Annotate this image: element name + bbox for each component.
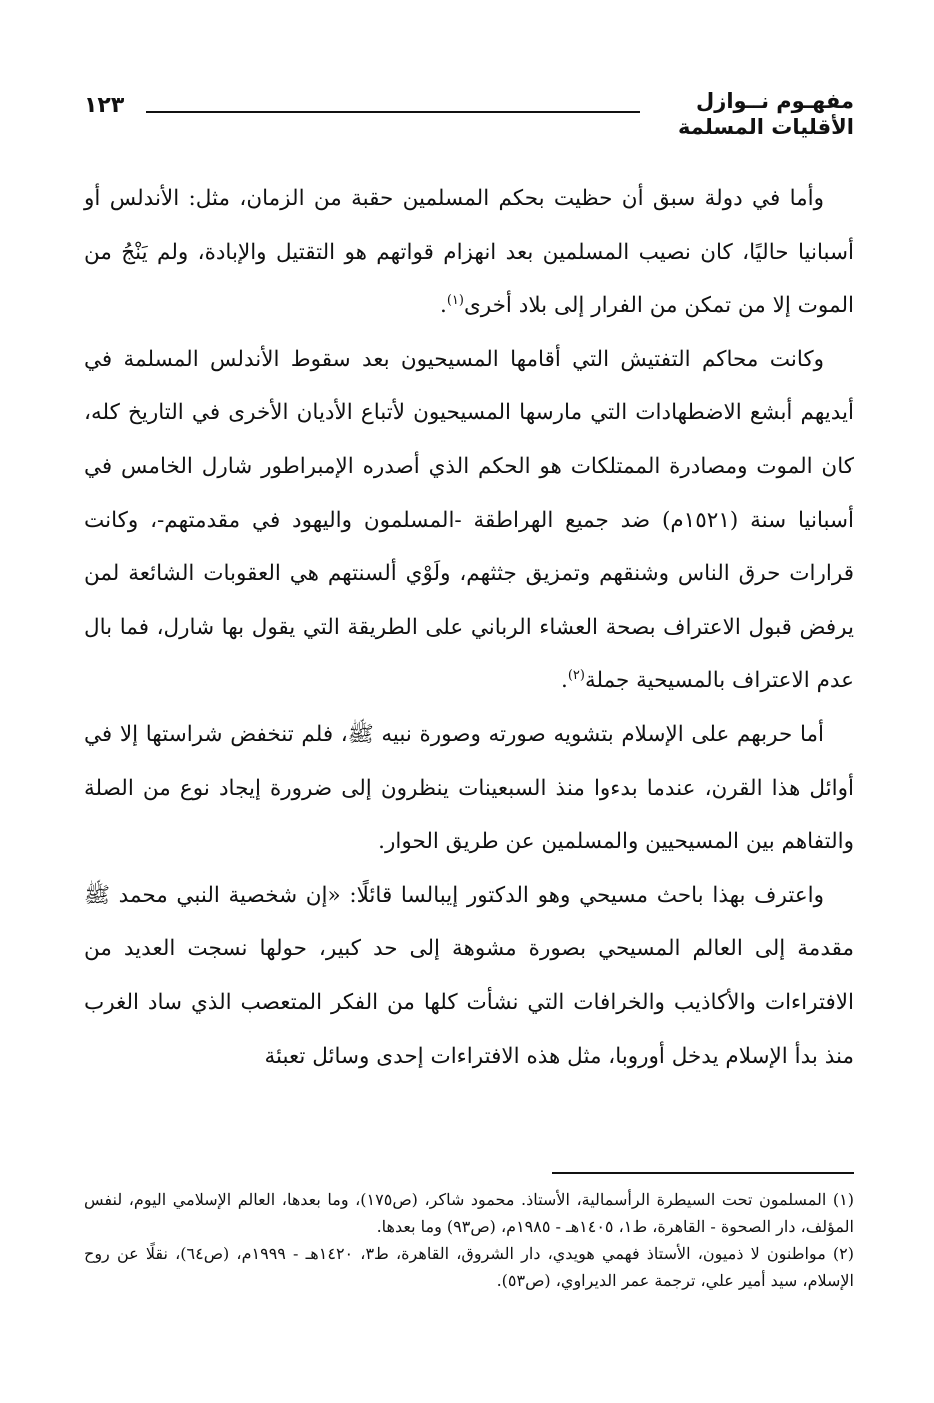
paragraph-end: . <box>560 668 568 694</box>
paragraph-end: . <box>439 293 447 319</box>
header-title-line-2: الأقليات المسلمة <box>678 115 854 139</box>
paragraph-3 <box>84 708 854 869</box>
paragraph-text: وأما في دولة سبق أن حظيت بحكم المسلمين حقبة من الزمان، مثل: الأندلس أو أسبانيا حاليًا، كان نصيب المسلمين بعد انهزام قواتهم هو التقتيل والإبادة، ولم يَنْجُ من الموت إلا من تمكن من الفرار إلى بلاد أخرى <box>84 186 854 319</box>
page-number: ١٢٣ <box>84 93 125 118</box>
running-header <box>84 88 854 148</box>
footnotes <box>84 1186 854 1294</box>
paragraph-text: وكانت محاكم التفتيش التي أقامها المسيحيون بعد سقوط الأندلس المسلمة في أيديهم أبشع الاضطهادات التي مارسها المسيحيون لأتباع الأديان الأخرى في التاريخ كله، كان الموت ومصادرة الممتلكات هو الحكم الذي أصدره الإمبراطور شارل الخامس في أسبانيا سنة (١٥٢١م) ضد جميع الهراطقة -المسلمون واليهود في مقدمتهم-، وكانت قرارات حرق الناس وشنقهم وتمزيق جثثهم، ولَوْي ألسنتهم هي العقوبات الشائعة لمن يرفض قبول الاعتراف بصحة العشاء الرباني على الطريقة التي يقول بها شارل، فما بال عدم الاعتراف بالمسيحية جملة <box>84 346 854 694</box>
header-title-line-1: مفهـوم نــوازل <box>696 89 854 113</box>
paragraph-text: أما حربهم على الإسلام بتشويه صورته وصورة نبيه ﷺ، فلم تنخفض شراستها إلا في أوائل هذا القرن، عندما بدءوا منذ السبعينات ينظرون إلى ضرورة إيجاد نوع من الصلة والتفاهم بين المسيحيين والمسلمين عن طريق الحوار. <box>84 721 854 855</box>
footnote-reference: (١) <box>446 293 464 309</box>
paragraph-1 <box>84 172 854 333</box>
header-rule <box>146 111 640 113</box>
paragraph-text: واعترف بهذا باحث مسيحي وهو الدكتور إيبالسا قائلًا: «إن شخصية النبي محمد ﷺ مقدمة إلى العالم المسيحي بصورة مشوهة إلى حد كبير، حولها نسجت العديد من الافتراءات والأكاذيب والخرافات التي نشأت كلها من الفكر المتعصب الذي ساد الغرب منذ بدأ الإسلام يدخل أوروبا، مثل هذه الافتراءات إحدى وسائل تعبئة <box>84 882 854 1069</box>
paragraph-2 <box>84 333 854 708</box>
body-text <box>84 172 854 1083</box>
footnote-2: (٢) مواطنون لا ذميون، الأستاذ فهمي هويدي، دار الشروق، القاهرة، ط٣، ١٤٢٠هـ - ١٩٩٩م، (ص٦٤)، نقلًا عن روح الإسلام، سيد أمير علي، ترجمة عمر الديراوي، (ص٥٣). <box>84 1244 855 1290</box>
header-title <box>678 88 854 140</box>
paragraph-4 <box>84 869 854 1083</box>
footnote-1: (١) المسلمون تحت السيطرة الرأسمالية، الأستاذ. محمود شاكر، (ص١٧٥)، وما بعدها، العالم الإسلامي اليوم، لنفس المؤلف، دار الصحوة - القاهرة، ط١، ١٤٠٥هـ - ١٩٨٥م، (ص٩٣) وما بعدها. <box>84 1190 855 1236</box>
footnote-reference: (٢) <box>567 668 585 684</box>
footnote-separator <box>552 1172 854 1174</box>
